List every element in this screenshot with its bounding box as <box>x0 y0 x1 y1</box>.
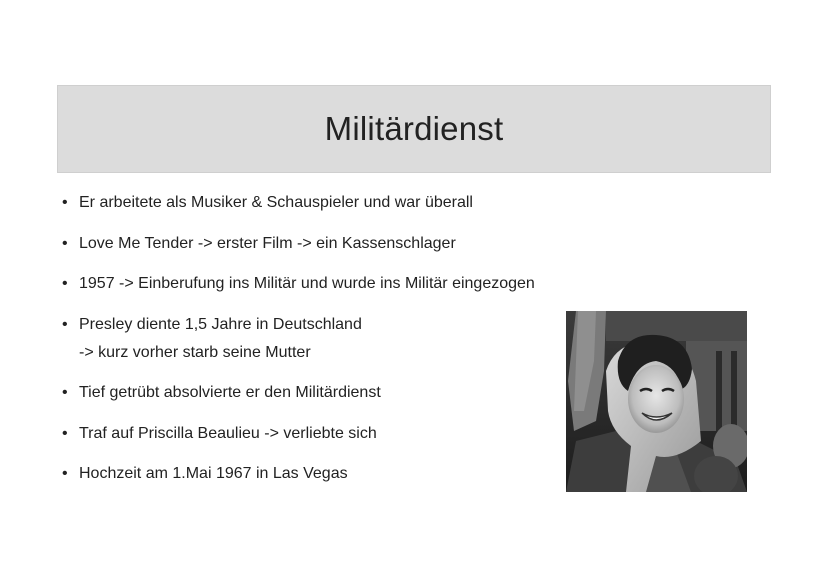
portrait-photo <box>566 311 747 492</box>
bullet-text: Tief getrübt absolvierte er den Militärdienst <box>79 384 381 401</box>
bullet-text: Er arbeitete als Musiker & Schauspieler und war überall <box>79 194 473 211</box>
bullet-dot: • <box>62 275 68 292</box>
bullet-item <box>62 193 535 213</box>
bullet-text: Love Me Tender -> erster Film -> ein Kassenschlager <box>79 234 456 252</box>
bullet-subtext: -> kurz vorher starb seine Mutter <box>79 343 311 361</box>
portrait-photo-illustration <box>566 311 747 492</box>
bullet-item <box>62 464 535 484</box>
bullet-item <box>62 274 535 294</box>
slide-title: Militärdienst <box>324 110 504 147</box>
bullet-dot: • <box>62 424 68 442</box>
bullet-item <box>62 234 535 254</box>
bullet-text: 1957 -> Einberufung ins Militär und wurde ins Militär eingezogen <box>79 275 535 292</box>
bullet-dot: • <box>62 234 68 252</box>
bullet-text: Hochzeit am 1.Mai 1967 in Las Vegas <box>79 465 348 482</box>
bullet-list <box>62 193 535 505</box>
bullet-item <box>62 315 535 363</box>
bullet-text: Presley diente 1,5 Jahre in Deutschland <box>79 315 362 333</box>
bullet-dot: • <box>62 315 68 333</box>
title-bar <box>57 85 771 173</box>
bullet-item <box>62 383 535 403</box>
bullet-item <box>62 424 535 444</box>
bullet-text: Traf auf Priscilla Beaulieu -> verliebte sich <box>79 424 377 442</box>
bullet-dot: • <box>62 194 68 211</box>
bullet-dot: • <box>62 384 68 401</box>
bullet-dot: • <box>62 465 68 482</box>
